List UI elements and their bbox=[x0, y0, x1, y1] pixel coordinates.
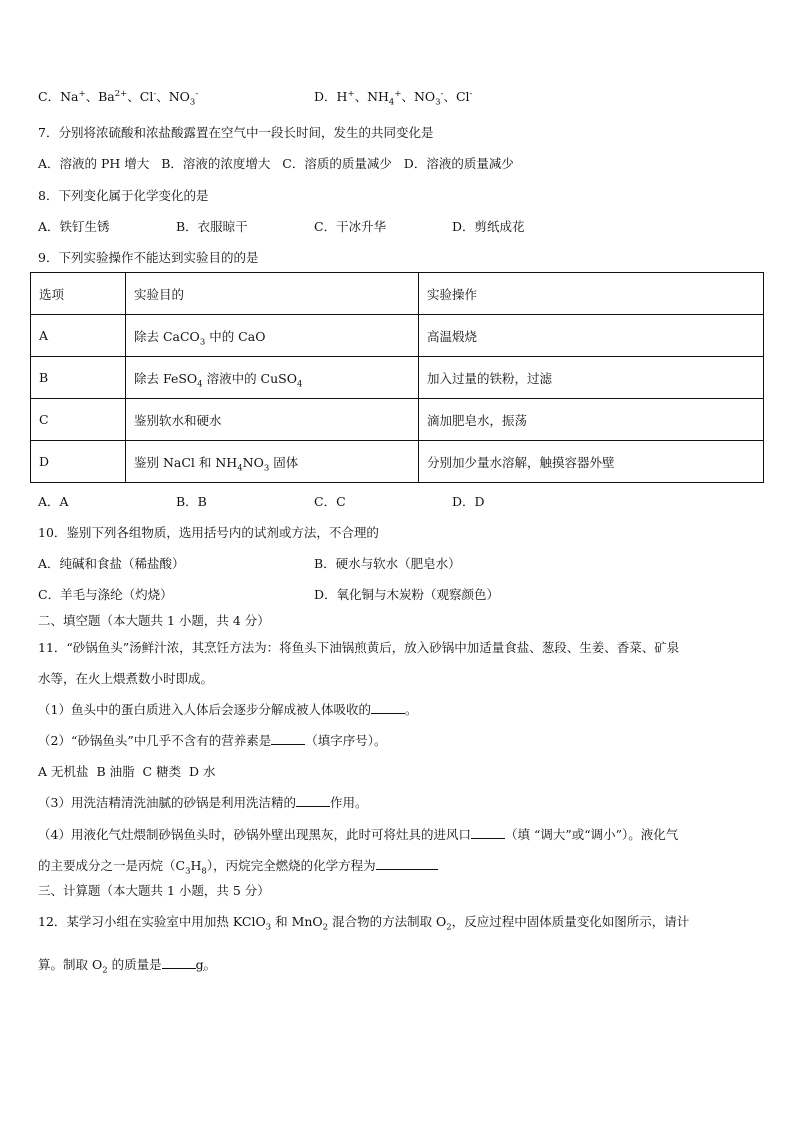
row-operation: 滴加肥皂水，振荡 bbox=[419, 399, 764, 441]
q6-option-d bbox=[314, 88, 472, 106]
q11-part5 bbox=[38, 857, 438, 875]
q6-c-text: 、Cl bbox=[127, 89, 154, 104]
q11-part1 bbox=[38, 701, 417, 719]
q11-part4 bbox=[38, 826, 678, 844]
q12-unit: g bbox=[195, 957, 204, 972]
q9-option-a: A．A bbox=[38, 494, 69, 509]
goal-text: NO bbox=[242, 454, 264, 470]
table-row bbox=[31, 315, 764, 357]
q11-part5-sub: 8 bbox=[201, 866, 207, 877]
q11-part1-text: （1）鱼头中的蛋白质进入人体后会逐步分解成被人体吸收的 bbox=[38, 702, 371, 717]
answer-blank[interactable] bbox=[471, 826, 505, 839]
q9-stem: 9．下列实验操作不能达到实验目的的是 bbox=[38, 250, 259, 265]
q9-option-b: B．B bbox=[176, 494, 207, 509]
q6-d-sup: - bbox=[440, 88, 444, 99]
q12-stem bbox=[38, 913, 689, 931]
q6-c-sup: + bbox=[78, 88, 86, 99]
q6-d-text: 、NO bbox=[401, 89, 436, 104]
goal-text: 溶液中的 CuSO bbox=[202, 370, 297, 386]
q6-d-sup: + bbox=[394, 88, 402, 99]
answer-blank[interactable] bbox=[162, 956, 196, 969]
q11-part5-text: 的主要成分之一是丙烷（C bbox=[38, 858, 186, 873]
q10-stem: 10．鉴别下列各组物质，选用括号内的试剂或方法，不合理的 bbox=[38, 525, 379, 540]
q6-c-sub: 3 bbox=[189, 97, 196, 108]
header-option: 选项 bbox=[31, 273, 126, 315]
q6-c-sup: - bbox=[153, 88, 157, 99]
row-goal bbox=[126, 357, 419, 399]
q6-d-text: D．H bbox=[314, 89, 348, 104]
q6-c-text: C．Na bbox=[38, 89, 79, 104]
row-option: A bbox=[31, 315, 126, 357]
goal-text: 除去 CaCO bbox=[134, 328, 200, 344]
row-goal bbox=[126, 315, 419, 357]
row-operation: 高温煅烧 bbox=[419, 315, 764, 357]
q12-text: 混合物的方法制取 O bbox=[328, 914, 447, 929]
q11-part3-end: 作用。 bbox=[329, 795, 368, 810]
q12-sub: 2 bbox=[322, 922, 329, 933]
table-header-row bbox=[31, 273, 764, 315]
goal-text: 除去 FeSO bbox=[134, 370, 198, 386]
q12-sub: 2 bbox=[102, 965, 108, 976]
q9-option-c: C．C bbox=[314, 494, 346, 509]
q9-experiment-table bbox=[30, 272, 764, 483]
answer-blank[interactable] bbox=[271, 732, 305, 745]
q12-sub: 2 bbox=[446, 922, 452, 933]
q12-text: ，反应过程中固体质量变化如图所示，请计 bbox=[451, 914, 690, 929]
q6-c-sup: - bbox=[195, 88, 199, 99]
q8-option-d: D．剪纸成花 bbox=[452, 219, 525, 234]
row-option: D bbox=[31, 441, 126, 483]
q12-line2 bbox=[38, 956, 216, 974]
q8-option-c: C．干冰升华 bbox=[314, 219, 387, 234]
table-row bbox=[31, 441, 764, 483]
q11-part5-text: H bbox=[190, 858, 202, 873]
q10-option-b: B．硬水与软水（肥皂水） bbox=[314, 556, 461, 571]
answer-blank[interactable] bbox=[296, 794, 330, 807]
row-option: B bbox=[31, 357, 126, 399]
section-2-heading: 二、填空题（本大题共 1 小题，共 4 分） bbox=[38, 613, 270, 628]
row-operation: 加入过量的铁粉，过滤 bbox=[419, 357, 764, 399]
goal-text: 鉴别 NaCl 和 NH bbox=[134, 454, 238, 470]
q11-part4-text: （4）用液化气灶煨制砂锅鱼头时，砂锅外壁出现黑灰，此时可将灶具的进风口 bbox=[38, 827, 471, 842]
q8-option-a: A．铁钉生锈 bbox=[38, 219, 110, 234]
q12-text: 。 bbox=[203, 957, 217, 972]
row-option: C bbox=[31, 399, 126, 441]
header-operation: 实验操作 bbox=[419, 273, 764, 315]
answer-blank[interactable] bbox=[371, 701, 405, 714]
q12-text: 的质量是 bbox=[107, 957, 162, 972]
q6-d-sub: 3 bbox=[435, 97, 441, 108]
q11-part5-sub: 3 bbox=[185, 866, 191, 877]
q6-d-sup: - bbox=[469, 88, 473, 99]
q12-sub: 3 bbox=[265, 922, 272, 933]
q11-part2 bbox=[38, 732, 387, 750]
row-goal: 鉴别软水和硬水 bbox=[126, 399, 419, 441]
q11-part3 bbox=[38, 794, 367, 812]
q11-stem-line2: 水等，在火上煨煮数小时即成。 bbox=[38, 671, 214, 686]
q7-stem: 7．分别将浓硫酸和浓盐酸露置在空气中一段长时间，发生的共同变化是 bbox=[38, 125, 434, 140]
section-3-heading: 三、计算题（本大题共 1 小题，共 5 分） bbox=[38, 883, 270, 898]
q6-d-sup: + bbox=[347, 88, 355, 99]
q6-d-text: 、NH bbox=[354, 89, 389, 104]
q11-part3-text: （3）用洗洁精清洗油腻的砂锅是利用洗洁精的 bbox=[38, 795, 296, 810]
q11-part4-end: （填 “调大”或“调小”）。液化气 bbox=[504, 827, 679, 842]
q12-text: 12．某学习小组在实验室中用加热 KClO bbox=[38, 914, 266, 929]
goal-sub: 3 bbox=[263, 463, 270, 473]
q6-c-text: 、Ba bbox=[85, 89, 115, 104]
q12-text: 和 MnO bbox=[271, 914, 323, 929]
q10-option-d: D．氧化铜与木炭粉（观察颜色） bbox=[314, 587, 500, 602]
q10-option-a: A．纯碱和食盐（稀盐酸） bbox=[38, 556, 185, 571]
goal-sub: 4 bbox=[197, 379, 203, 389]
table-row bbox=[31, 399, 764, 441]
q10-option-c: C．羊毛与涤纶（灼烧） bbox=[38, 587, 173, 602]
table-row bbox=[31, 357, 764, 399]
q6-c-text: 、NO bbox=[156, 89, 190, 104]
row-operation: 分别加少量水溶解，触摸容器外壁 bbox=[419, 441, 764, 483]
row-goal bbox=[126, 441, 419, 483]
q11-stem-line1: 11．“砂锅鱼头”汤鲜汁浓，其烹饪方法为：将鱼头下油锅煎黄后，放入砂锅中加适量食盐、葱段、生姜、香菜、矿泉 bbox=[38, 640, 680, 655]
q8-stem: 8．下列变化属于化学变化的是 bbox=[38, 188, 209, 203]
goal-sub: 3 bbox=[199, 337, 206, 347]
q11-part2-text: （2）“砂锅鱼头”中几乎不含有的营养素是 bbox=[38, 733, 272, 748]
q11-part1-end: 。 bbox=[404, 702, 418, 717]
q11-part5-text: ），丙烷完全燃烧的化学方程为 bbox=[206, 858, 376, 873]
q6-option-c bbox=[38, 88, 198, 106]
q12-text: 算。制取 O bbox=[38, 957, 103, 972]
q8-option-b: B．衣服晾干 bbox=[176, 219, 248, 234]
goal-sub: 4 bbox=[237, 463, 243, 473]
q11-part2-options: A 无机盐 B 油脂 C 糖类 D 水 bbox=[38, 764, 216, 779]
q9-option-d: D．D bbox=[452, 494, 485, 509]
goal-text: 中的 CaO bbox=[205, 328, 266, 344]
q6-d-text: 、Cl bbox=[443, 89, 470, 104]
q7-options: A．溶液的 PH 增大 B．溶液的浓度增大 C．溶质的质量减少 D．溶液的质量减少 bbox=[38, 156, 514, 171]
q11-part2-end: （填字序号）。 bbox=[305, 733, 387, 748]
goal-sub: 4 bbox=[296, 379, 303, 389]
header-goal: 实验目的 bbox=[126, 273, 419, 315]
answer-blank[interactable] bbox=[376, 857, 438, 870]
q6-d-sub: 4 bbox=[388, 97, 395, 108]
goal-text: 固体 bbox=[269, 454, 299, 470]
q6-c-sup: 2+ bbox=[114, 88, 128, 99]
